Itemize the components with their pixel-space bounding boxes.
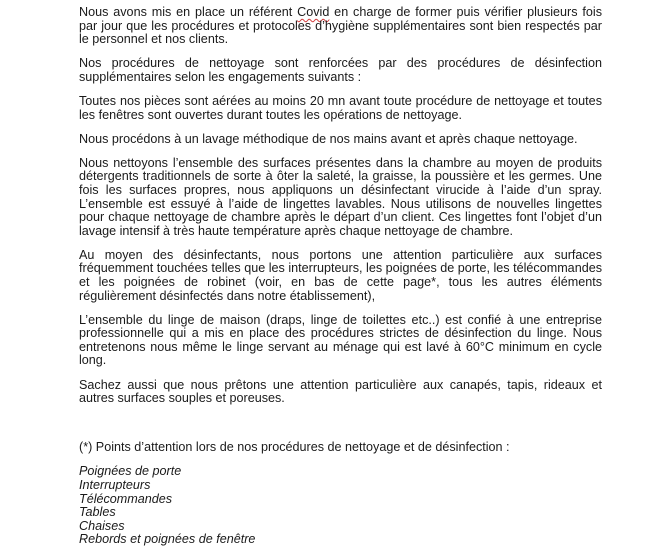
paragraph-nettoyage-surfaces: Nous nettoyons l’ensemble des surfaces présentes dans la chambre au moyen de produits détergents traditionnels de sorte à ôter la saleté, la graisse, la poussière et les germes. Une fois les surfaces propres, nous appliquons un désinfectant virucide à l’aide d’un spray. L’ensemble est essuyé à l’aide de lingettes lavables. Nous utilisons de nouvelles lingettes pour chaque nettoyage de chambre après le départ d’un client. Ces lingettes font l’objet d’un lavage intensif à très haute température après chaque nettoyage de chambre.	[79, 155, 602, 238]
document-page	[79, 6, 602, 547]
paragraph-referent-covid	[79, 6, 602, 47]
list-item: Interrupteurs	[79, 477, 151, 492]
list-item: Chaises	[79, 518, 125, 533]
paragraph-aeration: Toutes nos pièces sont aérées au moins 20 mn avant toute procédure de nettoyage et toutes les fenêtres sont ouvertes durant toutes les opérations de nettoyage.	[79, 93, 602, 122]
paragraph-lavage-mains: Nous procédons à un lavage méthodique de nos mains avant et après chaque nettoyage.	[79, 131, 578, 146]
paragraph-linge-maison: L’ensemble du linge de maison (draps, linge de toilettes etc..) est confié à une entreprise professionnelle qui a mis en place des procédures strictes de désinfection du linge. Nous entretenons nous même le linge servant au ménage qui est lavé à 60°C minimum en cycle long.	[79, 312, 602, 368]
list-item: Poignées de porte	[79, 464, 182, 479]
spellcheck-flagged-word[interactable]: Covid	[297, 5, 330, 19]
list-item: Télécommandes	[79, 491, 173, 506]
paragraph-procedures-renforcees: Nos procédures de nettoyage sont renforcées par des procédures de désinfection supplémentaires selon les engagements suivants :	[79, 56, 602, 84]
paragraph-1-before: Nous avons mis en place un référent	[79, 5, 298, 19]
spacer	[79, 416, 602, 441]
list-item: Rebords et poignées de fenêtre	[79, 532, 256, 547]
list-item: Tables	[79, 505, 116, 520]
attention-points-list	[79, 465, 602, 547]
footnote-heading: (*) Points d’attention lors de nos procédures de nettoyage et de désinfection :	[79, 440, 510, 455]
paragraph-desinfectants: Au moyen des désinfectants, nous portons une attention particulière aux surfaces fréquemment touchées telles que les interrupteurs, les poignées de porte, les télécommandes et les poignées de robinet (voir, en bas de cette page*, tous les autres éléments régulièrement désinfectés dans notre établissement),	[79, 247, 602, 303]
paragraph-surfaces-souples: Sachez aussi que nous prêtons une attention particulière aux canapés, tapis, rideaux et autres surfaces souples et poreuses.	[79, 377, 602, 406]
paragraph-1-after: en charge de former puis vérifier plusieurs fois par jour que les procédures et protocoles d’hygiène supplémentaires sont bien respectés par le personnel et nos clients.	[79, 5, 602, 47]
